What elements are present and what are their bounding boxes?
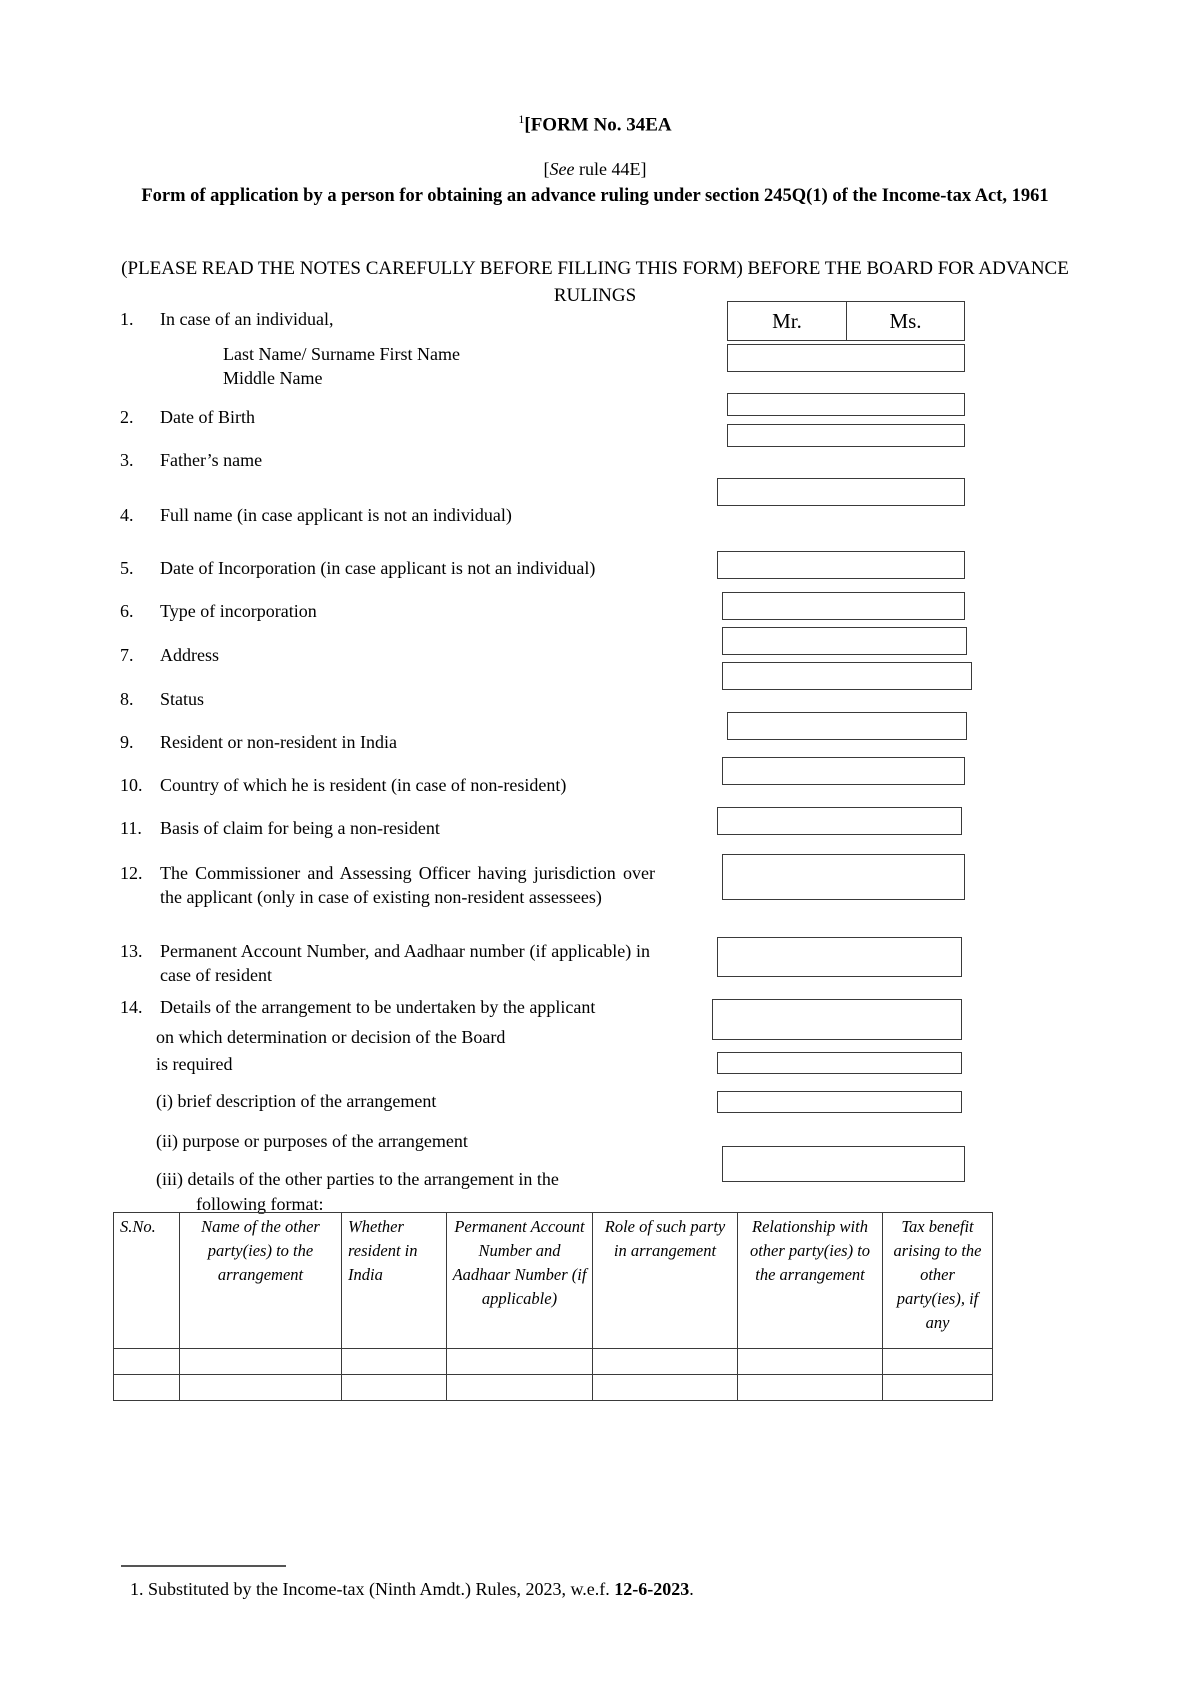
see-rule-bracket-open: [ [543, 159, 550, 179]
item-4-label: Full name (in case applicant is not an individual) [160, 505, 512, 525]
table-cell-party-name[interactable] [180, 1349, 342, 1375]
table-header-role: Role of such party in arrangement [593, 1213, 738, 1349]
form-instruction: (PLEASE READ THE NOTES CAREFULLY BEFORE FILLING THIS FORM) BEFORE THE BOARD FOR ADVANCE RULINGS [121, 258, 1069, 306]
item-2-number: 2. [120, 407, 134, 427]
item-14-sub-iii-input-other-parties[interactable] [722, 1146, 965, 1182]
salutation-mr-cell[interactable]: Mr. [772, 308, 802, 333]
item-11 [120, 817, 720, 841]
item-7-input-address[interactable] [722, 627, 967, 655]
table-header-party-name: Name of the other party(ies) to the arrangement [180, 1213, 342, 1349]
item-2 [120, 406, 700, 430]
item-10-input-country-of-residence[interactable] [722, 757, 965, 785]
item-4-input-full-name[interactable] [717, 478, 965, 506]
item-9-input-resident-status[interactable] [727, 712, 967, 740]
item-6-label: Type of incorporation [160, 601, 317, 621]
item-5-label: Date of Incorporation (in case applicant is not an individual) [160, 558, 596, 578]
item-10-number: 10. [120, 775, 143, 795]
see-rule-rest: rule 44E] [574, 159, 647, 179]
item-8 [120, 688, 720, 712]
item-12-input-commissioner-officer[interactable] [722, 854, 965, 900]
item-14-label-line3: is required [156, 1054, 233, 1074]
table-cell-party-name[interactable] [180, 1375, 342, 1401]
item-14-sub-iii-label-line2: following format: [196, 1194, 324, 1214]
table-header-row [114, 1213, 993, 1349]
item-14-sub-ii-label: (ii) purpose or purposes of the arrangement [156, 1131, 468, 1151]
table-row[interactable] [114, 1375, 993, 1401]
table-header-resident-in-india: Whether resident in India [342, 1213, 447, 1349]
table-header-tax-benefit: Tax benefit arising to the other party(ies), if any [883, 1213, 993, 1349]
item-7 [120, 644, 720, 668]
other-parties-table [113, 1212, 993, 1401]
table-cell-tax-benefit[interactable] [883, 1375, 993, 1401]
item-12-label: The Commissioner and Assessing Officer having jurisdiction over the applicant (only in case of existing non-resident assessees) [160, 863, 655, 907]
item-13 [120, 940, 650, 988]
form-number-text: [FORM No. 34EA [524, 114, 672, 136]
table-cell-relationship[interactable] [738, 1349, 883, 1375]
item-9 [120, 731, 720, 755]
item-13-input-pan-aadhaar[interactable] [717, 937, 962, 977]
item-1-input-lastname-firstname[interactable] [727, 344, 965, 372]
table-header-relationship: Relationship with other party(ies) to the arrangement [738, 1213, 883, 1349]
table-cell-role[interactable] [593, 1349, 738, 1375]
item-7-number: 7. [120, 645, 134, 665]
item-2-input-date-of-birth[interactable] [727, 393, 965, 416]
item-2-label: Date of Birth [160, 407, 255, 427]
item-14 [120, 996, 680, 1020]
item-13-number: 13. [120, 941, 143, 961]
form-title: Form of application by a person for obtaining an advance ruling under section 245Q(1) of the Income-tax Act, 1961 [141, 186, 1049, 206]
item-14-sub-ii-input-purposes[interactable] [717, 1091, 962, 1113]
salutation-ms-cell[interactable]: Ms. [846, 302, 964, 340]
item-8-input-status[interactable] [722, 662, 972, 690]
table-header-pan-aadhaar: Permanent Account Number and Aadhaar Number (if applicable) [447, 1213, 593, 1349]
item-6 [120, 600, 720, 624]
form-number-heading [0, 112, 1190, 137]
item-11-input-basis-of-claim[interactable] [717, 807, 962, 835]
item-4-number: 4. [120, 505, 134, 525]
item-8-number: 8. [120, 689, 134, 709]
footnote-text-after: . [689, 1579, 694, 1599]
footnote-effective-date: 12-6-2023 [614, 1579, 690, 1599]
table-cell-sno[interactable] [114, 1349, 180, 1375]
table-cell-relationship[interactable] [738, 1375, 883, 1401]
item-14-input-arrangement-details[interactable] [712, 999, 962, 1040]
table-cell-pan-aadhaar[interactable] [447, 1375, 593, 1401]
item-6-input-type-of-incorporation[interactable] [722, 592, 965, 620]
footnote-text-before: 1. Substituted by the Income-tax (Ninth Amdt.) Rules, 2023, w.e.f. [130, 1579, 615, 1599]
item-11-label: Basis of claim for being a non-resident [160, 818, 440, 838]
item-4 [120, 504, 720, 528]
item-5-number: 5. [120, 558, 134, 578]
table-cell-role[interactable] [593, 1375, 738, 1401]
footnote-divider [121, 1565, 286, 1567]
item-14-label: Details of the arrangement to be undertaken by the applicant [160, 997, 596, 1017]
item-1 [120, 308, 680, 332]
salutation-box[interactable] [727, 301, 965, 341]
footnote-marker: 1 [518, 112, 525, 126]
item-3-label: Father’s name [160, 450, 263, 470]
item-1-sublabel-middle-name: Middle Name [223, 368, 323, 388]
table-cell-resident-in-india[interactable] [342, 1349, 447, 1375]
item-10 [120, 774, 720, 798]
item-5 [120, 557, 720, 581]
item-14-number: 14. [120, 997, 143, 1017]
table-row[interactable] [114, 1349, 993, 1375]
item-9-label: Resident or non-resident in India [160, 732, 397, 752]
see-rule-line [0, 158, 1190, 181]
table-cell-sno[interactable] [114, 1375, 180, 1401]
item-3-number: 3. [120, 450, 134, 470]
item-6-number: 6. [120, 601, 134, 621]
item-7-label: Address [160, 645, 219, 665]
table-header-sno: S.No. [114, 1213, 180, 1349]
item-14-sub-i-input-brief-description[interactable] [717, 1052, 962, 1074]
item-10-label: Country of which he is resident (in case of non-resident) [160, 775, 567, 795]
table-cell-tax-benefit[interactable] [883, 1349, 993, 1375]
item-3 [120, 449, 700, 473]
item-12-number: 12. [120, 863, 143, 883]
item-13-label: Permanent Account Number, and Aadhaar number (if applicable) in case of resident [160, 941, 650, 985]
item-12 [120, 862, 655, 910]
see-italic: See [549, 159, 575, 179]
item-14-sub-iii-text: (iii) details of the other parties to the arrangement in the [156, 1169, 559, 1189]
table-cell-pan-aadhaar[interactable] [447, 1349, 593, 1375]
item-3-input-fathers-name[interactable] [727, 424, 965, 447]
item-5-input-date-of-incorporation[interactable] [717, 551, 965, 579]
table-cell-resident-in-india[interactable] [342, 1375, 447, 1401]
item-14-label-line2: on which determination or decision of the Board [156, 1027, 506, 1047]
item-8-label: Status [160, 689, 205, 709]
item-9-number: 9. [120, 732, 134, 752]
item-11-number: 11. [120, 818, 142, 838]
item-1-sublabel-names: Last Name/ Surname First Name [223, 344, 460, 364]
item-1-label: In case of an individual, [160, 309, 334, 329]
item-14-sub-i-label: (i) brief description of the arrangement [156, 1091, 437, 1111]
footnote [130, 1578, 694, 1601]
item-14-sub-iii-label [156, 1168, 634, 1192]
item-1-number: 1. [120, 309, 134, 329]
